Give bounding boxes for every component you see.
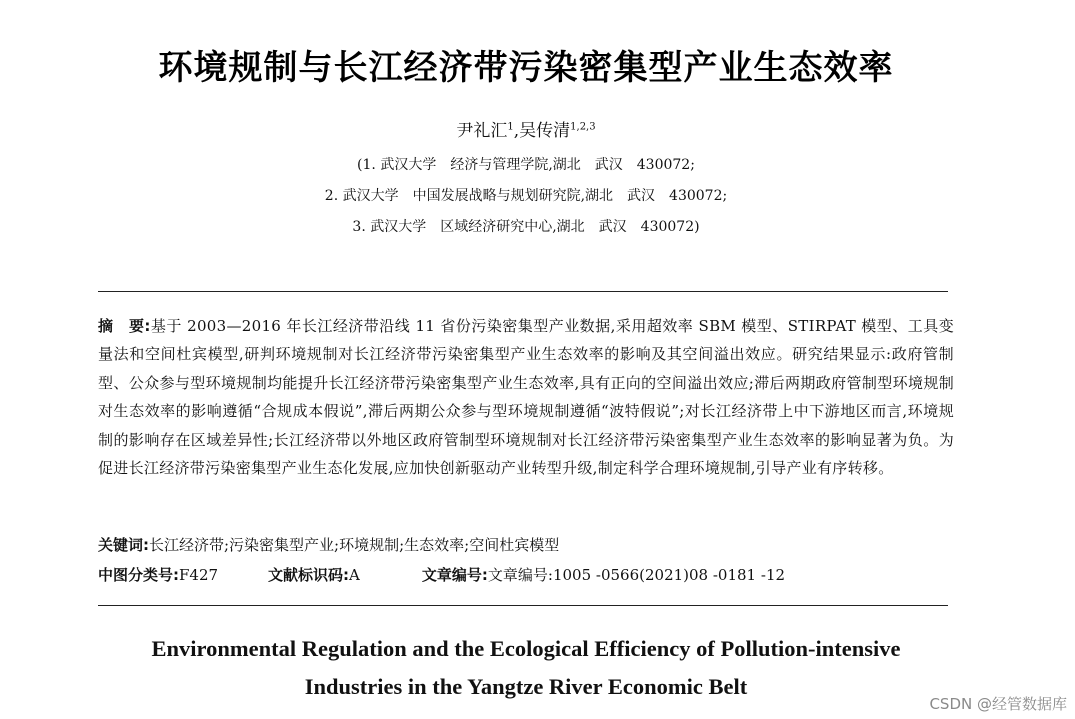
author-name: 尹礼汇 [456, 121, 508, 141]
doc-code-label: 文献标识码: [268, 566, 350, 584]
affiliation-line: (1. 武汉大学 经济与管理学院,湖北 武汉 430072; [357, 157, 695, 173]
keywords-text: 长江经济带;污染密集型产业;环境规制;生态效率;空间杜宾模型 [149, 536, 560, 554]
doc-code-value: A [349, 566, 360, 584]
affiliation-line: 3. 武汉大学 区域经济研究中心,湖北 武汉 430072) [352, 219, 700, 235]
affiliation-marker: 1 [507, 121, 514, 133]
affiliation-line: 2. 武汉大学 中国发展战略与规划研究院,湖北 武汉 430072; [324, 188, 728, 204]
watermark: CSDN @经管数据库 [929, 695, 1067, 713]
divider [98, 605, 948, 606]
article-no-label: 文章编号: [421, 566, 488, 584]
classification-line [98, 564, 954, 585]
abstract-label: 摘 要: [98, 317, 151, 335]
author-name: 吴传清 [519, 121, 571, 141]
article-no-value: 文章编号:1005 -0566(2021)08 -0181 -12 [487, 566, 786, 584]
abstract-text: 基于 2003—2016 年长江经济带沿线 11 省份污染密集型产业数据,采用超效率 SBM 模型、STIRPAT 模型、工具变量法和空间杜宾模型,研判环境规制对长江经济带污染密集型产业生态效率的影响及其空间溢出效应。研究结果显示:政府管制型、公众参与型环境规制均能提升长江经济带污染密集型产业生态效率,具有正向的空间溢出效应;滞后两期政府管制型环境规制对生态效率的影响遵循“合规成本假说”,滞后两期公众参与型环境规制遵循“波特假说”;对长江经济带上中下游地区而言,环境规制的影响存在区域差异性;长江经济带以外地区政府管制型环境规制对长江经济带污染密集型产业生态效率的影响显著为负。为促进长江经济带污染密集型产业生态化发展,应加快创新驱动产业转型升级,制定科学合理环境规制,引导产业有序转移。 [98, 317, 954, 478]
english-title [0, 630, 1052, 706]
keywords [98, 534, 954, 555]
divider [98, 291, 948, 292]
clc-value: F427 [179, 566, 219, 584]
keywords-label: 关键词: [98, 536, 149, 554]
clc-label: 中图分类号: [98, 566, 179, 584]
paper-title: 环境规制与长江经济带污染密集型产业生态效率 [158, 48, 894, 88]
affiliation-marker: 1,2,3 [570, 121, 596, 133]
abstract [98, 312, 954, 482]
english-title-line: Environmental Regulation and the Ecological Efficiency of Pollution-intensive [151, 636, 901, 661]
author-separator: , [513, 121, 520, 141]
author-line [0, 116, 1052, 141]
english-title-line: Industries in the Yangtze River Economic Belt [304, 674, 748, 699]
